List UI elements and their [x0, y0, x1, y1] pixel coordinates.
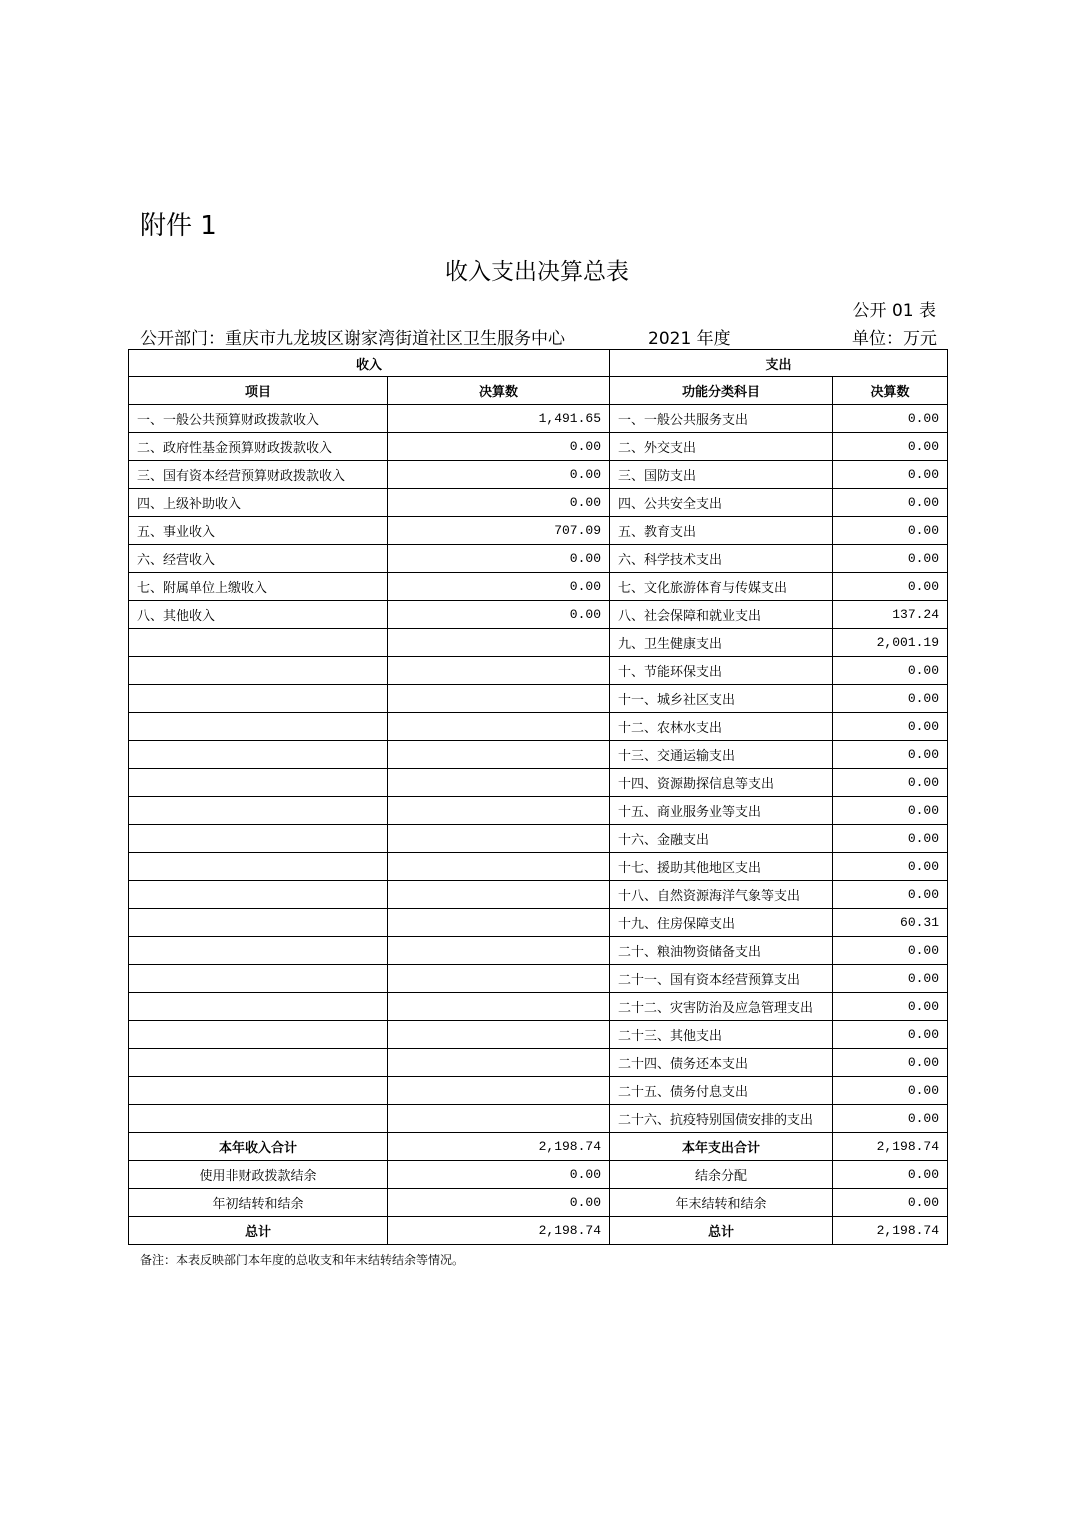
- income-item: 二、政府性基金预算财政拨款收入: [129, 433, 388, 461]
- expense-category: 二十五、债务付息支出: [610, 1077, 833, 1105]
- income-item: [129, 657, 388, 685]
- income-amount: [388, 741, 610, 769]
- income-amount: [388, 797, 610, 825]
- income-amount: 0.00: [388, 461, 610, 489]
- income-item: 七、附属单位上缴收入: [129, 573, 388, 601]
- summary-income-label: 总计: [129, 1217, 388, 1245]
- expense-amount: 0.00: [833, 1077, 948, 1105]
- expense-category: 十四、资源勘探信息等支出: [610, 769, 833, 797]
- table-row: [129, 1021, 948, 1049]
- table-row: [129, 1105, 948, 1133]
- expense-category: 十九、住房保障支出: [610, 909, 833, 937]
- expense-amount: 0.00: [833, 825, 948, 853]
- table-row: [129, 965, 948, 993]
- income-item: 八、其他收入: [129, 601, 388, 629]
- expense-category: 二十三、其他支出: [610, 1021, 833, 1049]
- expense-amount: 0.00: [833, 433, 948, 461]
- table-row: [129, 405, 948, 433]
- unit-label: 单位：万元: [852, 329, 937, 349]
- table-row: [129, 1077, 948, 1105]
- expense-amount: 0.00: [833, 1049, 948, 1077]
- income-amount: [388, 1077, 610, 1105]
- summary-expense-label: 年末结转和结余: [610, 1189, 833, 1217]
- income-item: [129, 797, 388, 825]
- expense-amount: 60.31: [833, 909, 948, 937]
- income-item: [129, 629, 388, 657]
- income-amount: [388, 629, 610, 657]
- income-item: [129, 1049, 388, 1077]
- table-row: [129, 769, 948, 797]
- expense-category: 六、科学技术支出: [610, 545, 833, 573]
- table-row: [129, 517, 948, 545]
- table-row: [129, 853, 948, 881]
- summary-row: [129, 1189, 948, 1217]
- table-row: [129, 741, 948, 769]
- income-amount: [388, 825, 610, 853]
- expense-amount: 137.24: [833, 601, 948, 629]
- expense-category: 一、一般公共服务支出: [610, 405, 833, 433]
- department: 公开部门：重庆市九龙坡区谢家湾街道社区卫生服务中心: [140, 329, 565, 349]
- expense-category: 十三、交通运输支出: [610, 741, 833, 769]
- income-amount: [388, 713, 610, 741]
- income-amount: [388, 909, 610, 937]
- expense-amount: 0.00: [833, 1105, 948, 1133]
- income-amount: [388, 657, 610, 685]
- table-row: [129, 433, 948, 461]
- expense-amount: 0.00: [833, 993, 948, 1021]
- income-item: [129, 937, 388, 965]
- summary-income-label: 年初结转和结余: [129, 1189, 388, 1217]
- expense-amount: 0.00: [833, 545, 948, 573]
- expense-category: 八、社会保障和就业支出: [610, 601, 833, 629]
- table-row: [129, 545, 948, 573]
- table-row: [129, 657, 948, 685]
- income-item: [129, 769, 388, 797]
- summary-expense-label: 结余分配: [610, 1161, 833, 1189]
- expense-category: 十、节能环保支出: [610, 657, 833, 685]
- category-header: 功能分类科目: [610, 377, 833, 405]
- income-item: [129, 713, 388, 741]
- income-item: 六、经营收入: [129, 545, 388, 573]
- income-item: 三、国有资本经营预算财政拨款收入: [129, 461, 388, 489]
- table-row: [129, 825, 948, 853]
- income-amount: [388, 853, 610, 881]
- summary-expense-amount: 2,198.74: [833, 1217, 948, 1245]
- expense-amount: 0.00: [833, 797, 948, 825]
- expense-category: 二十六、抗疫特别国债安排的支出: [610, 1105, 833, 1133]
- expense-category: 三、国防支出: [610, 461, 833, 489]
- income-amount: 1,491.65: [388, 405, 610, 433]
- income-amount: [388, 881, 610, 909]
- income-item: 四、上级补助收入: [129, 489, 388, 517]
- amount2-header: 决算数: [833, 377, 948, 405]
- summary-income-amount: 2,198.74: [388, 1133, 610, 1161]
- expense-header: 支出: [610, 350, 948, 377]
- expense-amount: 0.00: [833, 965, 948, 993]
- income-item: [129, 685, 388, 713]
- summary-expense-amount: 0.00: [833, 1189, 948, 1217]
- expense-category: 二十四、债务还本支出: [610, 1049, 833, 1077]
- expense-amount: 0.00: [833, 1021, 948, 1049]
- expense-amount: 0.00: [833, 769, 948, 797]
- income-item: [129, 909, 388, 937]
- table-row: [129, 573, 948, 601]
- income-amount: 0.00: [388, 601, 610, 629]
- income-item: 一、一般公共预算财政拨款收入: [129, 405, 388, 433]
- expense-category: 十二、农林水支出: [610, 713, 833, 741]
- expense-amount: 0.00: [833, 685, 948, 713]
- income-item: 五、事业收入: [129, 517, 388, 545]
- expense-category: 二十、粮油物资储备支出: [610, 937, 833, 965]
- income-amount: [388, 685, 610, 713]
- expense-category: 十五、商业服务业等支出: [610, 797, 833, 825]
- income-amount: [388, 965, 610, 993]
- expense-amount: 0.00: [833, 573, 948, 601]
- table-row: [129, 1049, 948, 1077]
- table-row: [129, 713, 948, 741]
- income-item: [129, 1021, 388, 1049]
- table-number: 公开 01 表: [852, 301, 936, 321]
- expense-amount: 0.00: [833, 517, 948, 545]
- income-amount: [388, 1049, 610, 1077]
- meta-line: [140, 324, 937, 348]
- expense-category: 十七、援助其他地区支出: [610, 853, 833, 881]
- table-row: [129, 881, 948, 909]
- expense-amount: 0.00: [833, 853, 948, 881]
- table-row: [129, 993, 948, 1021]
- income-amount: [388, 769, 610, 797]
- expense-amount: 0.00: [833, 489, 948, 517]
- expense-amount: 0.00: [833, 937, 948, 965]
- amount-header: 决算数: [388, 377, 610, 405]
- income-amount: [388, 937, 610, 965]
- summary-income-amount: 0.00: [388, 1161, 610, 1189]
- summary-income-amount: 2,198.74: [388, 1217, 610, 1245]
- budget-table: [128, 349, 948, 1245]
- page-title: 收入支出决算总表: [445, 259, 629, 285]
- expense-amount: 0.00: [833, 657, 948, 685]
- expense-amount: 0.00: [833, 405, 948, 433]
- income-amount: 707.09: [388, 517, 610, 545]
- income-item: [129, 825, 388, 853]
- expense-amount: 0.00: [833, 741, 948, 769]
- income-item: [129, 993, 388, 1021]
- income-item: [129, 965, 388, 993]
- income-amount: [388, 1105, 610, 1133]
- summary-income-label: 本年收入合计: [129, 1133, 388, 1161]
- summary-expense-label: 本年支出合计: [610, 1133, 833, 1161]
- income-amount: 0.00: [388, 433, 610, 461]
- summary-expense-amount: 0.00: [833, 1161, 948, 1189]
- table-row: [129, 601, 948, 629]
- expense-category: 九、卫生健康支出: [610, 629, 833, 657]
- income-amount: 0.00: [388, 489, 610, 517]
- income-amount: 0.00: [388, 573, 610, 601]
- summary-expense-label: 总计: [610, 1217, 833, 1245]
- fiscal-year: 2021 年度: [648, 329, 731, 349]
- summary-income-amount: 0.00: [388, 1189, 610, 1217]
- table-row: [129, 629, 948, 657]
- income-amount: [388, 993, 610, 1021]
- expense-amount: 0.00: [833, 881, 948, 909]
- column-header-row: [129, 377, 948, 405]
- expense-amount: 0.00: [833, 713, 948, 741]
- expense-category: 四、公共安全支出: [610, 489, 833, 517]
- table-row: [129, 685, 948, 713]
- section-header-row: [129, 350, 948, 377]
- income-item: [129, 1105, 388, 1133]
- table-row: [129, 489, 948, 517]
- summary-income-label: 使用非财政拨款结余: [129, 1161, 388, 1189]
- expense-category: 十六、金融支出: [610, 825, 833, 853]
- attachment-label: 附件 1: [140, 211, 217, 241]
- expense-amount: 2,001.19: [833, 629, 948, 657]
- expense-category: 二十二、灾害防治及应急管理支出: [610, 993, 833, 1021]
- summary-row: [129, 1161, 948, 1189]
- expense-category: 二十一、国有资本经营预算支出: [610, 965, 833, 993]
- expense-category: 二、外交支出: [610, 433, 833, 461]
- income-item: [129, 1077, 388, 1105]
- summary-row: [129, 1217, 948, 1245]
- income-amount: 0.00: [388, 545, 610, 573]
- expense-category: 十八、自然资源海洋气象等支出: [610, 881, 833, 909]
- income-item: [129, 741, 388, 769]
- expense-category: 五、教育支出: [610, 517, 833, 545]
- summary-row: [129, 1133, 948, 1161]
- table-row: [129, 461, 948, 489]
- table-row: [129, 909, 948, 937]
- table-row: [129, 937, 948, 965]
- expense-category: 十一、城乡社区支出: [610, 685, 833, 713]
- item-header: 项目: [129, 377, 388, 405]
- expense-amount: 0.00: [833, 461, 948, 489]
- income-header: 收入: [129, 350, 610, 377]
- table-row: [129, 797, 948, 825]
- expense-category: 七、文化旅游体育与传媒支出: [610, 573, 833, 601]
- income-item: [129, 881, 388, 909]
- footnote: 备注：本表反映部门本年度的总收支和年末结转结余等情况。: [140, 1253, 465, 1267]
- summary-expense-amount: 2,198.74: [833, 1133, 948, 1161]
- income-amount: [388, 1021, 610, 1049]
- income-item: [129, 853, 388, 881]
